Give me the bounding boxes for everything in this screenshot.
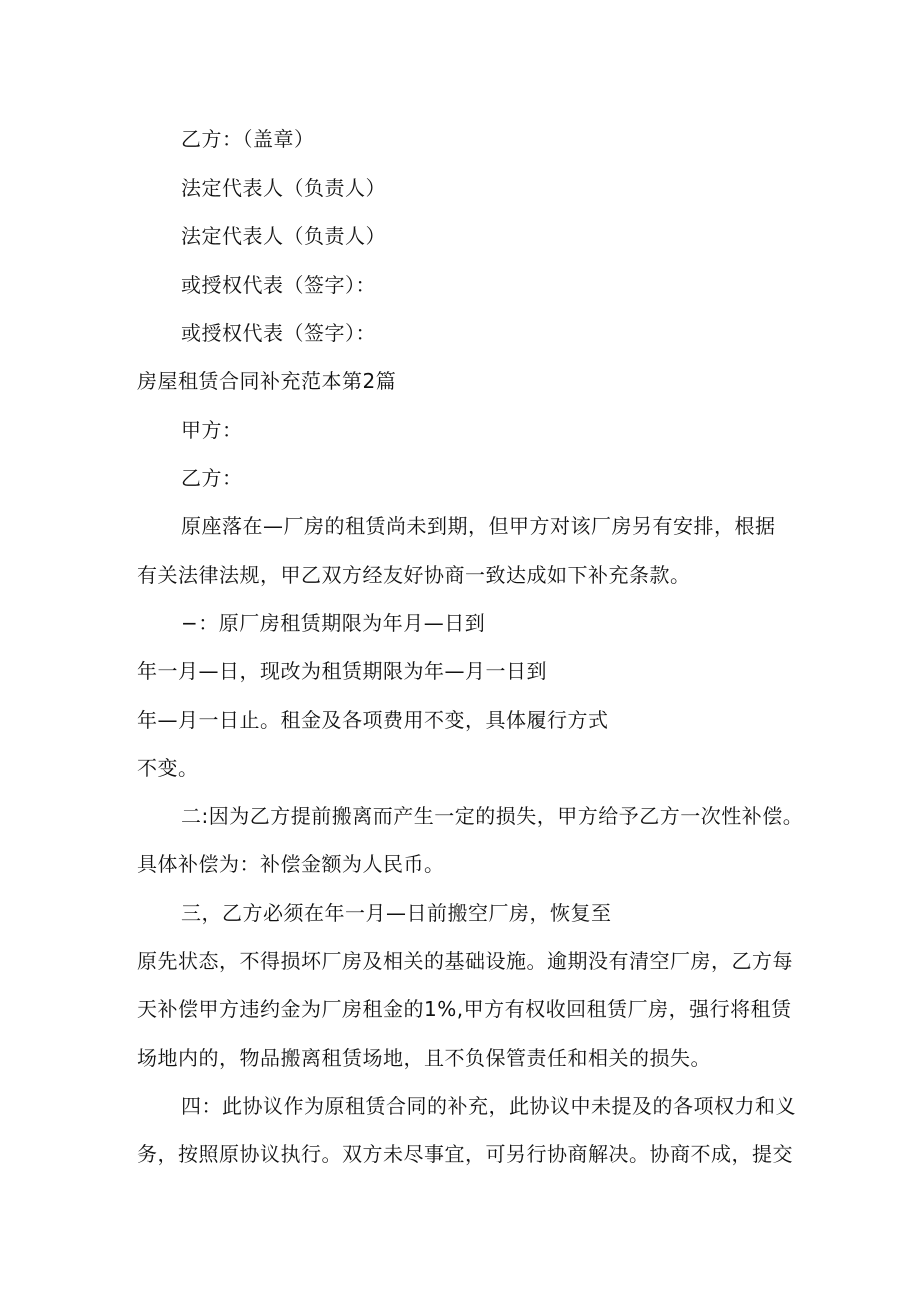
clause-1-line-4: 不变。 (137, 756, 199, 780)
section-title: 房屋租赁合同补充范本第2篇 (137, 369, 397, 393)
clause-3-line-4: 场地内的，物品搬离租赁场地，且不负保管责任和相关的损失。 (137, 1046, 711, 1070)
legal-representative-line-1: 法定代表人（负责人） (181, 176, 386, 200)
clause-1-line-1: −：原厂房租赁期限为年月—日到 (181, 611, 486, 635)
intro-paragraph-line-1: 原座落在—厂房的租赁尚未到期，但甲方对该厂房另有安排，根据 (181, 514, 776, 538)
clause-1-line-2: 年一月—日，现改为租赁期限为年—月一日到 (137, 659, 547, 683)
clause-3-line-1: 三，乙方必须在年一月—日前搬空厂房，恢复至 (181, 901, 612, 925)
legal-representative-line-2: 法定代表人（负责人） (181, 224, 386, 248)
clause-4-line-2: 务，按照原协议执行。双方未尽事宜，可另行协商解决。协商不成，提交 (137, 1142, 793, 1166)
party-b-line: 乙方： (181, 466, 243, 490)
clause-4-line-1: 四：此协议作为原租赁合同的补充，此协议中未提及的各项权力和义 (181, 1094, 796, 1118)
clause-2-line-2: 具体补偿为：补偿金额为人民币。 (137, 852, 445, 876)
clause-1-line-3: 年—月一日止。租金及各项费用不变，具体履行方式 (137, 708, 609, 732)
intro-paragraph-line-2: 有关法律法规，甲乙双方经友好协商一致达成如下补充条款。 (137, 563, 691, 587)
clause-3-line-3: 天补偿甲方违约金为厂房租金的1%,甲方有权收回租赁厂房，强行将租赁 (137, 997, 792, 1021)
party-b-seal-line: 乙方：（盖章） (181, 127, 315, 151)
clause-3-line-2: 原先状态，不得损坏厂房及相关的基础设施。逾期没有清空厂房，乙方每 (137, 949, 793, 973)
clause-2-line-1: 二:因为乙方提前搬离而产生一定的损失，甲方给予乙方一次性补偿。 (181, 804, 804, 828)
party-a-line: 甲方： (181, 418, 243, 442)
authorized-representative-line-2: 或授权代表（签字）： (181, 321, 376, 345)
authorized-representative-line-1: 或授权代表（签字）： (181, 273, 376, 297)
